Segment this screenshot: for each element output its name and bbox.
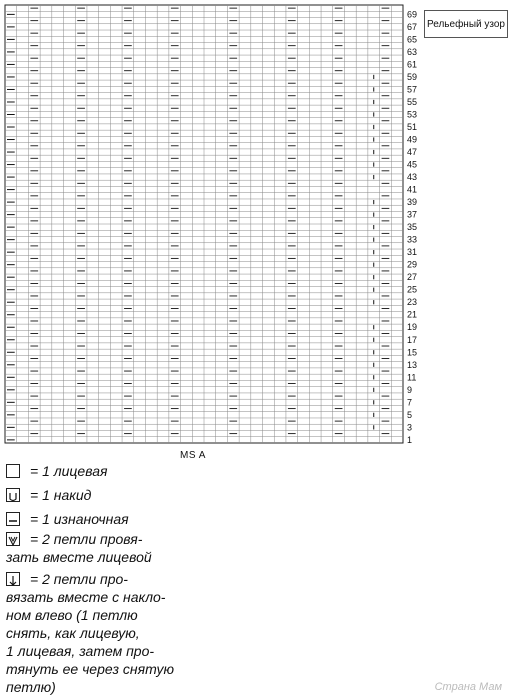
row-number: 67 xyxy=(407,21,418,32)
row-number: 5 xyxy=(407,409,413,420)
row-number: 33 xyxy=(407,234,418,245)
row-number: 17 xyxy=(407,334,418,345)
row-number: 29 xyxy=(407,259,418,270)
row-number: 65 xyxy=(407,34,418,45)
row-number: 47 xyxy=(407,147,418,158)
legend-k2tog-text-2: зать вместе лицевой xyxy=(6,549,152,565)
row-number: 27 xyxy=(407,272,418,283)
watermark-logo: Страна Мам xyxy=(434,681,502,693)
row-number: 15 xyxy=(407,347,418,358)
legend-purl-text: = 1 изнаночная xyxy=(30,511,129,527)
row-number: 7 xyxy=(407,397,413,408)
row-number: 43 xyxy=(407,172,418,183)
row-number: 35 xyxy=(407,222,418,233)
row-number: 25 xyxy=(407,284,418,295)
row-number: 45 xyxy=(407,159,418,170)
legend-ssk-text-2: вязать вместе с накло- xyxy=(6,589,166,605)
row-number: 1 xyxy=(407,434,413,445)
yarn-over-symbol-icon xyxy=(6,488,20,502)
row-number: 41 xyxy=(407,184,418,195)
chart-footer-label: MS A xyxy=(180,450,206,461)
row-number: 57 xyxy=(407,84,418,95)
pattern-label: Рельефный узор xyxy=(424,10,508,38)
legend-ssk-text-6: тянуть ее через снятую xyxy=(6,661,174,677)
k2tog-symbol-icon xyxy=(6,532,20,546)
legend-ssk-text-1: = 2 петли про- xyxy=(30,571,128,587)
row-number: 23 xyxy=(407,297,418,308)
ssk-symbol-icon xyxy=(6,572,20,586)
legend-ssk-text-7: петлю) xyxy=(6,679,56,695)
row-number: 9 xyxy=(407,384,413,395)
row-number: 49 xyxy=(407,134,418,145)
row-number: 13 xyxy=(407,359,418,370)
row-number: 51 xyxy=(407,122,418,133)
knit-symbol-icon xyxy=(6,464,20,478)
row-number: 59 xyxy=(407,71,418,82)
row-number: 19 xyxy=(407,322,418,333)
legend-yarn-over-text: = 1 накид xyxy=(30,487,92,503)
row-number: 3 xyxy=(407,422,413,433)
row-number: 55 xyxy=(407,96,418,107)
row-number: 69 xyxy=(407,9,418,20)
legend-ssk-text-4: снять, как лицевую, xyxy=(6,625,140,641)
row-number: 39 xyxy=(407,197,418,208)
row-number: 11 xyxy=(407,372,417,383)
legend-knit-text: = 1 лицевая xyxy=(30,463,108,479)
row-number: 31 xyxy=(407,247,418,258)
row-number: 53 xyxy=(407,109,418,120)
row-number: 61 xyxy=(407,59,418,70)
row-number: 63 xyxy=(407,46,418,57)
row-number: 21 xyxy=(407,309,418,320)
legend-ssk-text-5: 1 лицевая, затем про- xyxy=(6,643,155,659)
legend-k2tog-text-1: = 2 петли провя- xyxy=(30,531,143,547)
legend-ssk-text-3: ном влево (1 петлю xyxy=(6,607,138,623)
purl-symbol-icon xyxy=(6,512,20,526)
row-number: 37 xyxy=(407,209,418,220)
